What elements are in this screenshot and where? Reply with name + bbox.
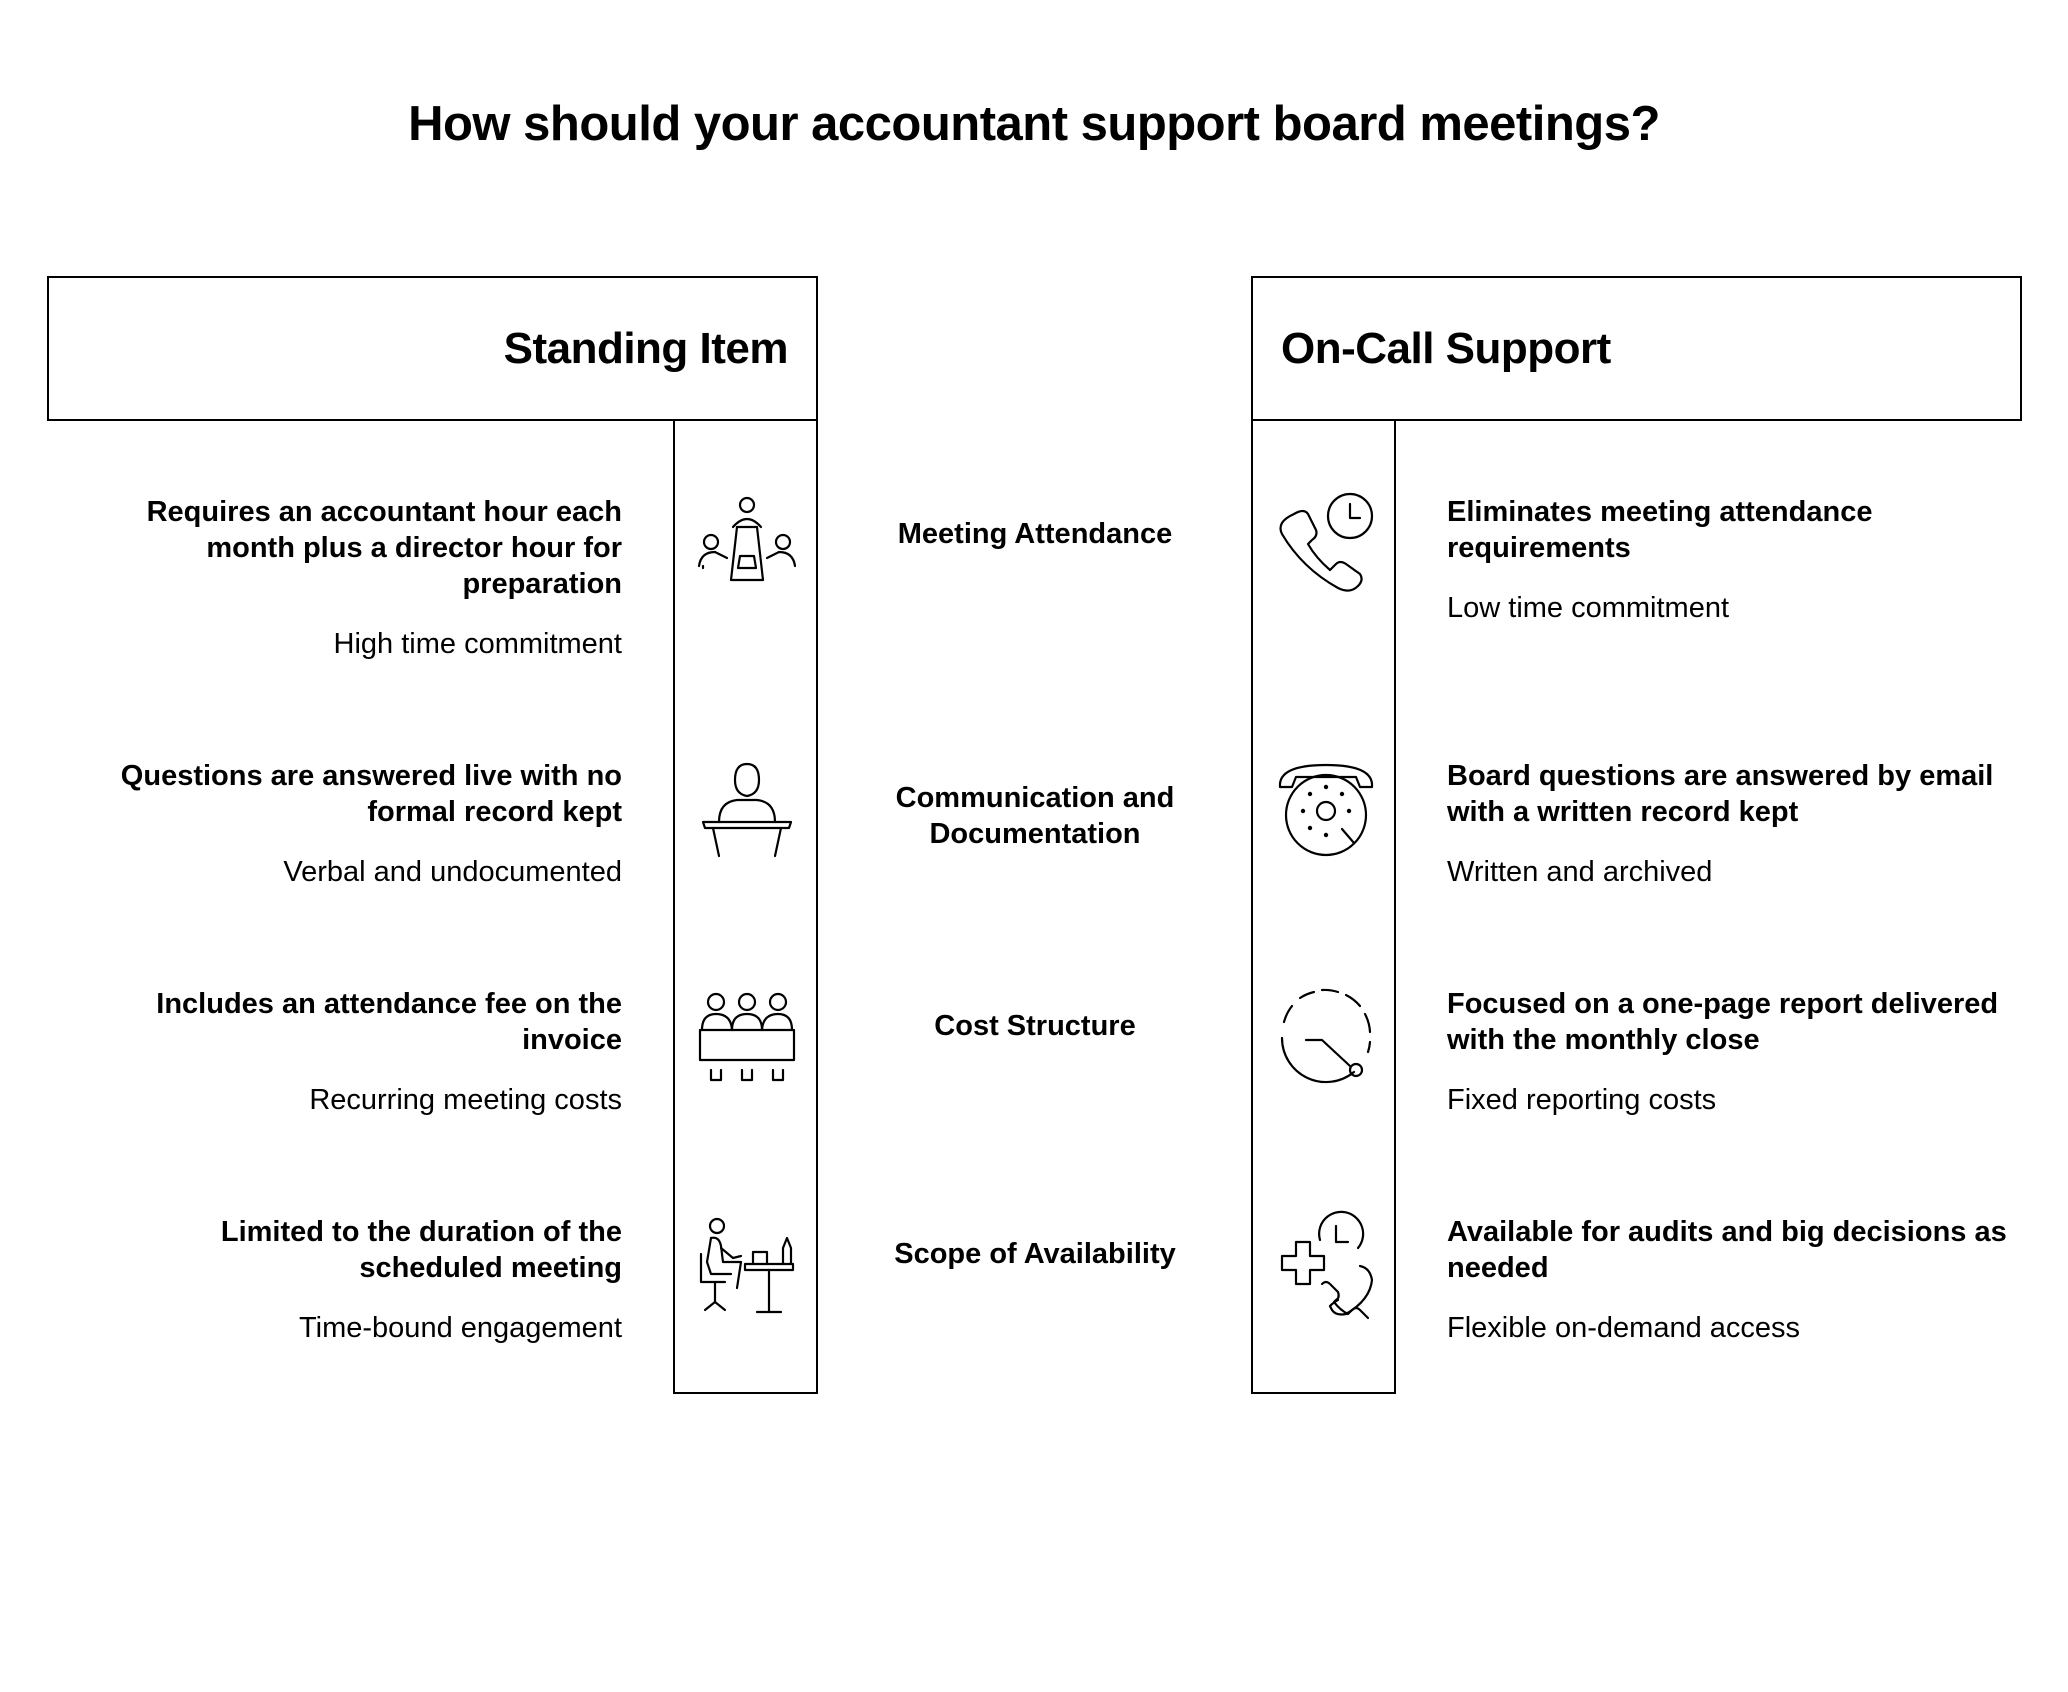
- person-at-desk-icon: [697, 1218, 797, 1318]
- medical-call-icon: [1276, 1214, 1376, 1314]
- on-call-support-row-2: [1447, 758, 2007, 890]
- row-description: Eliminates meeting attendance requirements: [1447, 496, 1873, 564]
- criterion-scope-availability: Scope of Availability: [894, 1238, 1176, 1270]
- row-summary: Written and archived: [1447, 856, 1713, 888]
- row-description: Includes an attendance fee on the invoice: [156, 988, 622, 1056]
- speaker-podium-icon: [697, 758, 797, 858]
- row-summary: High time commitment: [333, 628, 622, 660]
- row-description: Focused on a one-page report delivered with the monthly close: [1447, 988, 1999, 1056]
- row-description: Available for audits and big decisions as needed: [1447, 1216, 2007, 1284]
- criterion-communication-documentation: Communication and Documentation: [895, 782, 1175, 850]
- row-description: Questions are answered live with no formal record kept: [120, 760, 622, 828]
- dashed-clock-icon: [1276, 986, 1376, 1086]
- meeting-table-icon: [697, 494, 797, 594]
- criterion-meeting-attendance: Meeting Attendance: [897, 518, 1173, 550]
- standing-item-header-label: Standing Item: [503, 323, 788, 373]
- panel-audience-icon: [697, 990, 797, 1090]
- row-summary: Verbal and undocumented: [283, 856, 622, 888]
- row-summary: Time-bound engagement: [299, 1312, 622, 1344]
- row-description: Board questions are answered by email with a written record kept: [1447, 760, 1994, 828]
- on-call-support-row-3: [1447, 986, 2007, 1118]
- on-call-support-header: [1251, 276, 2022, 421]
- row-description: Limited to the duration of the scheduled meeting: [220, 1216, 622, 1284]
- on-call-support-row-1: [1447, 494, 2007, 626]
- standing-item-row-1: [90, 494, 622, 662]
- on-call-support-header-label: On-Call Support: [1281, 323, 1611, 373]
- standing-item-row-3: [90, 986, 622, 1118]
- standing-item-row-2: [90, 758, 622, 890]
- row-summary: Recurring meeting costs: [309, 1084, 622, 1116]
- row-summary: Flexible on-demand access: [1447, 1312, 1801, 1344]
- standing-item-header: [47, 276, 818, 421]
- standing-item-row-4: [90, 1214, 622, 1346]
- row-summary: Fixed reporting costs: [1447, 1084, 1717, 1116]
- row-description: Requires an accountant hour each month plus a director hour for preparation: [146, 496, 622, 600]
- row-summary: Low time commitment: [1447, 592, 1730, 624]
- page-title: How should your accountant support board meetings?: [408, 97, 1660, 151]
- phone-clock-icon: [1276, 492, 1376, 592]
- criterion-cost-structure: Cost Structure: [934, 1010, 1136, 1042]
- rotary-phone-icon: [1276, 755, 1376, 855]
- on-call-support-row-4: [1447, 1214, 2007, 1346]
